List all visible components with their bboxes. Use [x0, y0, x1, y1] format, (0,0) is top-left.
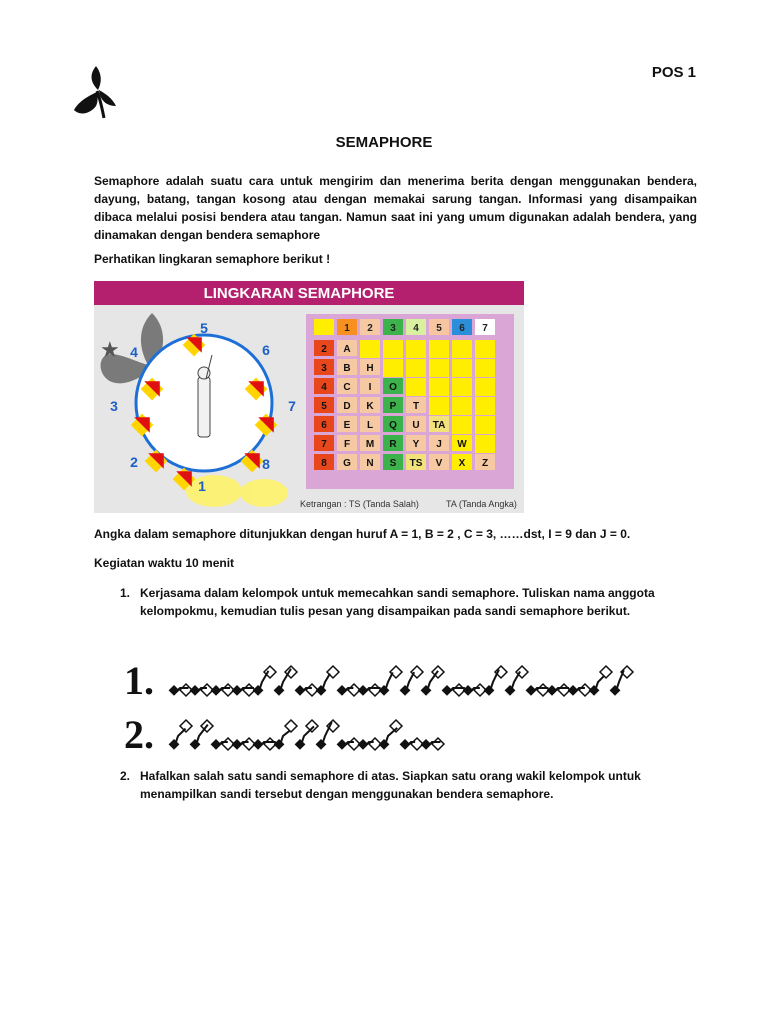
- table-letter: Z: [481, 458, 489, 469]
- table-empty-cell: [452, 340, 472, 358]
- semaphore-glyph-icon: [253, 666, 276, 696]
- table-header-label: 7: [482, 323, 488, 334]
- semaphore-glyph-icon: [358, 738, 381, 750]
- figure-caption-right: TA (Tanda Angka): [446, 499, 517, 509]
- semaphore-glyph-icon: [211, 738, 234, 750]
- number-rule-note: Angka dalam semaphore ditunjukkan dengan huruf A = 1, B = 2 , C = 3, ……dst, I = 9 dan J = 0.: [94, 527, 631, 541]
- table-empty-cell: [475, 340, 495, 358]
- semaphore-glyph-icon: [316, 720, 339, 750]
- table-empty-cell: [452, 378, 472, 396]
- table-empty-cell: [383, 359, 403, 377]
- table-empty-cell: [406, 340, 426, 358]
- semaphore-glyph-icon: [379, 720, 402, 750]
- semaphore-glyph-icon: [421, 666, 444, 696]
- tunas-kelapa-logo: [72, 62, 118, 120]
- table-corner-cell: [314, 319, 334, 335]
- semaphore-glyph-icon: [400, 666, 423, 696]
- table-header-label: 2: [367, 323, 373, 334]
- table-row-number: 8: [321, 458, 327, 469]
- table-letter: K: [366, 401, 374, 412]
- semaphore-glyph-icon: [274, 720, 297, 750]
- table-row-number: 5: [321, 401, 327, 412]
- table-row-number: 7: [321, 439, 327, 450]
- semaphore-glyph-icon: [547, 684, 570, 696]
- table-empty-cell: [429, 359, 449, 377]
- table-letter: D: [343, 401, 351, 412]
- table-letter: O: [389, 382, 397, 393]
- activity-title: Kegiatan waktu 10 menit: [94, 556, 235, 570]
- table-letter: S: [389, 458, 397, 469]
- table-empty-cell: [475, 397, 495, 415]
- table-empty-cell: [429, 340, 449, 358]
- semaphore-glyph-icon: [379, 666, 402, 696]
- table-letter: X: [458, 458, 466, 469]
- semaphore-code-line-2: [124, 704, 684, 760]
- figure-caption-left: Ketrangan : TS (Tanda Salah): [300, 499, 419, 509]
- circle-number: 5: [200, 320, 208, 336]
- semaphore-glyph-icon: [211, 684, 234, 696]
- table-empty-cell: [475, 378, 495, 396]
- circle-number: 2: [130, 454, 138, 470]
- table-letter: H: [366, 363, 374, 374]
- semaphore-glyph-icon: [568, 684, 591, 696]
- table-header-label: 1: [344, 323, 350, 334]
- semaphore-glyph-icon: [295, 720, 318, 750]
- circle-number: 8: [262, 456, 270, 472]
- table-letter: M: [365, 439, 375, 450]
- table-letter: W: [457, 439, 467, 450]
- table-empty-cell: [429, 397, 449, 415]
- semaphore-glyph-icon: [589, 666, 612, 696]
- svg-text:★: ★: [100, 338, 120, 363]
- table-row-number: 3: [321, 363, 327, 374]
- code-line-label: 1.: [124, 658, 154, 703]
- table-letter: A: [343, 344, 351, 355]
- table-letter: I: [368, 382, 372, 393]
- table-letter: L: [366, 420, 374, 431]
- circle-number: 7: [288, 398, 296, 414]
- table-letter: F: [343, 439, 351, 450]
- semaphore-glyph-icon: [505, 666, 528, 696]
- task-number: 2.: [120, 769, 131, 783]
- table-letter: C: [343, 382, 351, 393]
- semaphore-glyph-icon: [442, 684, 465, 696]
- task-item: [120, 767, 690, 803]
- circle-number: 4: [130, 344, 138, 360]
- table-letter: E: [343, 420, 351, 431]
- table-letter: B: [343, 363, 351, 374]
- semaphore-glyph-icon: [400, 738, 423, 750]
- figure-banner-title: LINGKARAN SEMAPHORE: [203, 285, 395, 302]
- table-row-number: 4: [321, 382, 327, 393]
- table-letter: P: [389, 401, 397, 412]
- circle-number: 1: [198, 478, 206, 494]
- task-text: Hafalkan salah satu sandi semaphore di atas. Siapkan satu orang wakil kelompok untuk menampilkan sandi tersebut dengan menggunakan bendera semaphore.: [140, 769, 641, 801]
- table-header-label: 4: [413, 323, 419, 334]
- semaphore-glyph-icon: [295, 684, 318, 696]
- table-empty-cell: [406, 378, 426, 396]
- table-empty-cell: [475, 359, 495, 377]
- task-text: Kerjasama dalam kelompok untuk memecahkan sandi semaphore. Tuliskan nama anggota kelompokmu, kemudian tulis pesan yang disampaikan pada sandi semaphore berikut.: [140, 586, 655, 618]
- table-header-label: 6: [459, 323, 465, 334]
- semaphore-glyph-icon: [169, 720, 192, 750]
- table-header-label: 3: [390, 323, 396, 334]
- table-empty-cell: [406, 359, 426, 377]
- table-empty-cell: [383, 340, 403, 358]
- table-letter: TS: [409, 458, 423, 469]
- semaphore-glyph-icon: [337, 684, 360, 696]
- table-row-number: 2: [321, 344, 327, 355]
- task-item: [120, 584, 690, 620]
- table-letter: V: [435, 458, 443, 469]
- table-empty-cell: [452, 416, 472, 434]
- semaphore-glyph-icon: [610, 666, 633, 696]
- semaphore-glyph-icon: [190, 684, 213, 696]
- semaphore-glyph-icon: [232, 684, 255, 696]
- semaphore-circle-figure: [94, 281, 524, 513]
- table-row-number: 6: [321, 420, 327, 431]
- semaphore-glyph-icon: [274, 666, 297, 696]
- semaphore-code-line-1: [124, 650, 684, 706]
- semaphore-glyph-icon: [232, 738, 255, 750]
- table-empty-cell: [475, 435, 495, 453]
- table-letter: TA: [432, 420, 446, 431]
- code-line-label: 2.: [124, 712, 154, 757]
- table-empty-cell: [452, 359, 472, 377]
- table-empty-cell: [360, 340, 380, 358]
- task-number: 1.: [120, 586, 131, 600]
- table-letter: N: [366, 458, 374, 469]
- table-letter: Y: [412, 439, 420, 450]
- table-empty-cell: [452, 397, 472, 415]
- semaphore-glyph-icon: [358, 684, 381, 696]
- table-letter: T: [412, 401, 420, 412]
- table-letter: G: [343, 458, 351, 469]
- table-letter: R: [389, 439, 397, 450]
- semaphore-glyph-icon: [316, 666, 339, 696]
- table-empty-cell: [429, 378, 449, 396]
- circle-number: 6: [262, 342, 270, 358]
- semaphore-glyph-icon: [463, 684, 486, 696]
- figure-lead-text: Perhatikan lingkaran semaphore berikut !: [94, 252, 331, 266]
- semaphore-glyph-icon: [421, 738, 444, 750]
- semaphore-glyph-icon: [337, 738, 360, 750]
- page-title: SEMAPHORE: [335, 134, 433, 151]
- intro-paragraph: Semaphore adalah suatu cara untuk mengirim dan menerima berita dengan menggunakan bendera, dayung, batang, tangan kosong atau dengan memakai sarung tangan. Informasi yang disampaikan dibaca melalui posisi bendera atau tangan. Namun saat ini yang umum digunakan adalah bendera, yang dinamakan dengan bendera semaphore: [94, 174, 697, 242]
- semaphore-glyph-icon: [253, 738, 276, 750]
- table-empty-cell: [475, 416, 495, 434]
- table-letter: U: [412, 420, 420, 431]
- table-letter: J: [436, 439, 442, 450]
- circle-number: 3: [110, 398, 118, 414]
- semaphore-glyph-icon: [484, 666, 507, 696]
- station-label: POS 1: [651, 64, 696, 81]
- semaphore-glyph-icon: [169, 684, 192, 696]
- table-header-label: 5: [436, 323, 442, 334]
- semaphore-glyph-icon: [190, 720, 213, 750]
- semaphore-glyph-icon: [526, 684, 549, 696]
- table-letter: Q: [389, 420, 397, 431]
